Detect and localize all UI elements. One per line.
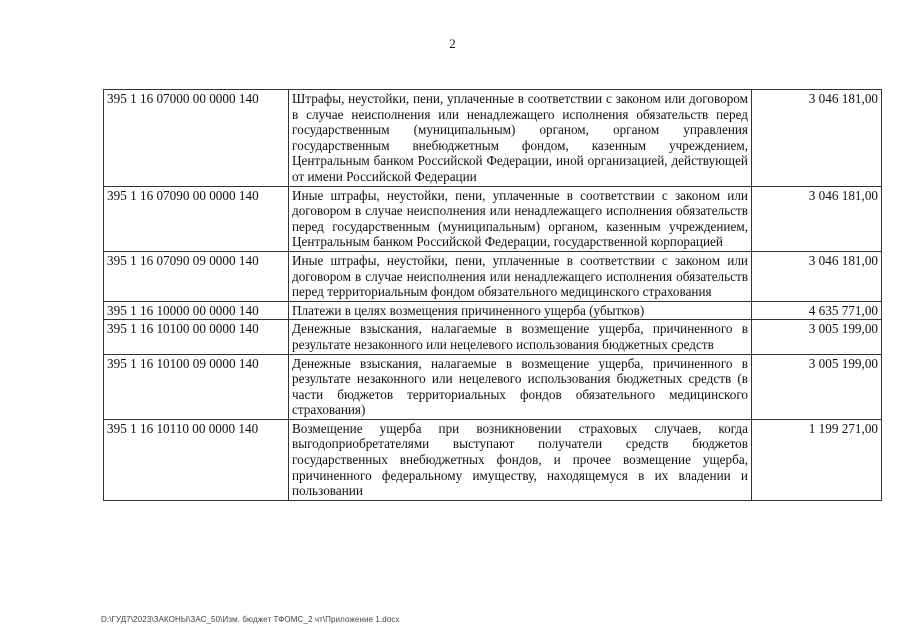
budget-code: 395 1 16 10100 09 0000 140 <box>104 354 289 419</box>
revenue-description: Иные штрафы, неустойки, пени, уплаченные в соответствии с законом или договором в случае неисполнения или ненадлежащего исполнения обязательств перед территориальным фондом обязательного медицинского страхования <box>289 251 752 301</box>
revenue-description: Денежные взыскания, налагаемые в возмещение ущерба, причиненного в результате незаконного или нецелевого использования бюджетных средств <box>289 320 752 354</box>
amount: 3 046 181,00 <box>752 90 882 187</box>
page-number: 2 <box>449 36 456 51</box>
budget-code: 395 1 16 07090 00 0000 140 <box>104 186 289 251</box>
revenue-description: Иные штрафы, неустойки, пени, уплаченные в соответствии с законом или договором в случае неисполнения или ненадлежащего исполнения обязательств перед государственным (муниципальным) органом, казенным учреждением, Центральным банком Российской Федерации, государственной корпорацией <box>289 186 752 251</box>
amount: 3 005 199,00 <box>752 320 882 354</box>
table-row <box>104 320 882 354</box>
budget-code: 395 1 16 07000 00 0000 140 <box>104 90 289 187</box>
table-row <box>104 419 882 500</box>
document-file-path: D:\ГУД7\2023\ЗАКОНЫ\ЗАС_50\Изм. бюджет ТФОМС_2 чт\Приложение 1.docx <box>101 615 400 624</box>
budget-revenue-table <box>103 89 882 501</box>
table-row <box>104 354 882 419</box>
table-row <box>104 186 882 251</box>
amount: 4 635 771,00 <box>752 301 882 320</box>
revenue-description: Денежные взыскания, налагаемые в возмещение ущерба, причиненного в результате незаконного или нецелевого использования бюджетных средств (в части бюджетов территориальных фондов обязательного медицинского страхования) <box>289 354 752 419</box>
budget-code: 395 1 16 10110 00 0000 140 <box>104 419 289 500</box>
budget-code: 395 1 16 07090 09 0000 140 <box>104 251 289 301</box>
budget-code: 395 1 16 10000 00 0000 140 <box>104 301 289 320</box>
revenue-description: Возмещение ущерба при возникновении страховых случаев, когда выгодоприобретателями выступают получатели средств бюджетов государственных внебюджетных фондов, и прочее возмещение ущерба, причиненного федеральному имуществу, находящемуся в их владении и пользовании <box>289 419 752 500</box>
revenue-description: Штрафы, неустойки, пени, уплаченные в соответствии с законом или договором в случае неисполнения или ненадлежащего исполнения обязательств перед государственным (муниципальным) органом, органом управления государственным внебюджетным фондом, казенным учреждением, Центральным банком Российской Федерации, иной организацией, действующей от имени Российской Федерации <box>289 90 752 187</box>
revenue-description: Платежи в целях возмещения причиненного ущерба (убытков) <box>289 301 752 320</box>
table-row <box>104 90 882 187</box>
budget-code: 395 1 16 10100 00 0000 140 <box>104 320 289 354</box>
amount: 3 005 199,00 <box>752 354 882 419</box>
table-row <box>104 301 882 320</box>
amount: 1 199 271,00 <box>752 419 882 500</box>
amount: 3 046 181,00 <box>752 186 882 251</box>
table-row <box>104 251 882 301</box>
amount: 3 046 181,00 <box>752 251 882 301</box>
